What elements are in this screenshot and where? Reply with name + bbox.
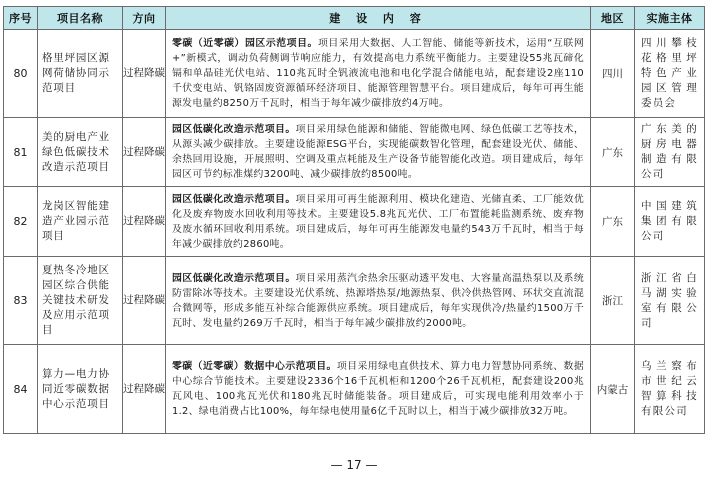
project-direction: 过程降碳	[123, 345, 166, 434]
project-name: 龙岗区智能建造产业园示范项目	[38, 187, 123, 257]
project-content	[166, 30, 591, 118]
table-row	[4, 30, 705, 118]
content-lead: 园区低碳化改造示范项目。	[172, 272, 296, 284]
content-lead: 园区低碳化改造示范项目。	[172, 124, 296, 135]
project-entity: 浙江省白马湖实验室有限公司	[635, 257, 705, 345]
row-number: 84	[4, 345, 38, 434]
project-entity: 广东美的厨房电器制造有限公司	[635, 118, 705, 187]
content-body: 项目采用可再生能源利用、模块化建造、光储直柔、工厂能效优化及废弃物废水回收利用等技术。主要建设5.8兆瓦光伏、工厂布置能耗监测系统、废弃物及废水循环回收利用系统。项目建成后，每年可再生能源发电量约543万千瓦时，相当于每年减少碳排放约2860吨。	[172, 193, 584, 250]
page-number: — 17 —	[330, 458, 378, 472]
project-name: 格里坪园区源网荷储协同示范项目	[38, 30, 123, 118]
project-region: 广东	[591, 118, 635, 187]
content-body: 项目采用大数据、人工智能、储能等新技术，运用“互联网+”新模式，调动负荷侧调节响应能力，有效提高电力系统平衡能力。主要建设55兆瓦碲化镉和单晶硅光伏电站、110兆瓦时全钒液流电池和电化学混合储能电站，配套建设2座110千伏变电站、钒铬固废资源循环经济项目、能源管理智慧平台。项目建成后，每年可再生能源发电量约8250万千瓦时，相当于每年减少碳排放约4万吨。	[172, 38, 584, 109]
project-direction: 过程降碳	[123, 257, 166, 345]
project-region: 广东	[591, 187, 635, 257]
project-direction: 过程降碳	[123, 118, 166, 187]
project-entity: 四川攀枝花格里坪特色产业园区管理委员会	[635, 30, 705, 118]
header-content: 建 设 内 容	[166, 7, 591, 30]
header-no: 序号	[4, 7, 38, 30]
header-region: 地区	[591, 7, 635, 30]
project-name: 美的厨电产业绿色低碳技术改造示范项目	[38, 118, 123, 187]
table-header-row	[4, 7, 705, 30]
project-content	[166, 345, 591, 434]
content-lead: 零碳（近零碳）数据中心示范项目。	[172, 361, 337, 372]
project-content	[166, 257, 591, 345]
content-body: 项目采用绿色能源和储能、智能微电网、绿色低碳工艺等技术，从源头减少碳排放。主要建设能源ESG平台，实现能碳数智化管理，配套建设光伏、储能、余热回用设施，开展照明、空调及重点耗能及生产设备节能智能化改造。项目建成后，每年园区可节约标准煤约3200吨、减少碳排放约8500吨。	[172, 124, 584, 180]
row-number: 83	[4, 257, 38, 345]
project-entity: 中国建筑集团有限公司	[635, 187, 705, 257]
content-body: 项目采用绿电直供技术、算力电力智慧协同系统、数据中心综合节能技术。主要建设2336个16千瓦机柜和1200个26千瓦机柜，配套建设200兆瓦风电、100兆瓦光伏和180兆瓦时储能装备。项目建成后，可实现电能利用效率小于1.2、绿电消费占比100%，每年绿电使用量6亿千瓦时以上，相当于减少碳排放32万吨。	[172, 361, 585, 417]
content-body: 项目采用蒸汽余热余压驱动透平发电、大容量高温热泵以及系统防雷除冰等技术。主要建设光伏系统、热源塔热泵/地源热泵、供冷供热管网、环状交直流混合微网等，形成多能互补综合能源供应系统。项目建成后，每年实现供冷/热量约1500万千瓦时、发电量约269万千瓦时，相当于每年减少碳排放约2000吨。	[172, 272, 584, 329]
project-region: 四川	[591, 30, 635, 118]
projects-table	[3, 6, 705, 434]
project-direction: 过程降碳	[123, 187, 166, 257]
project-direction: 过程降碳	[123, 30, 166, 118]
table-row	[4, 257, 705, 345]
project-entity: 乌兰察布市世纪云智算科技有限公司	[635, 345, 705, 434]
project-name: 算力—电力协同近零碳数据中心示范项目	[38, 345, 123, 434]
table-row	[4, 187, 705, 257]
header-name: 项目名称	[38, 7, 123, 30]
content-lead: 园区低碳化改造示范项目。	[172, 193, 296, 205]
project-region: 浙江	[591, 257, 635, 345]
row-number: 80	[4, 30, 38, 118]
table-row	[4, 345, 705, 434]
content-lead: 零碳（近零碳）园区示范项目。	[172, 38, 318, 49]
header-entity: 实施主体	[635, 7, 705, 30]
row-number: 81	[4, 118, 38, 187]
row-number: 82	[4, 187, 38, 257]
table-row	[4, 118, 705, 187]
project-content	[166, 118, 591, 187]
project-region: 内蒙古	[591, 345, 635, 434]
project-name: 夏热冬冷地区园区综合供能关键技术研发及应用示范项目	[38, 257, 123, 345]
header-direction: 方向	[123, 7, 166, 30]
project-content	[166, 187, 591, 257]
